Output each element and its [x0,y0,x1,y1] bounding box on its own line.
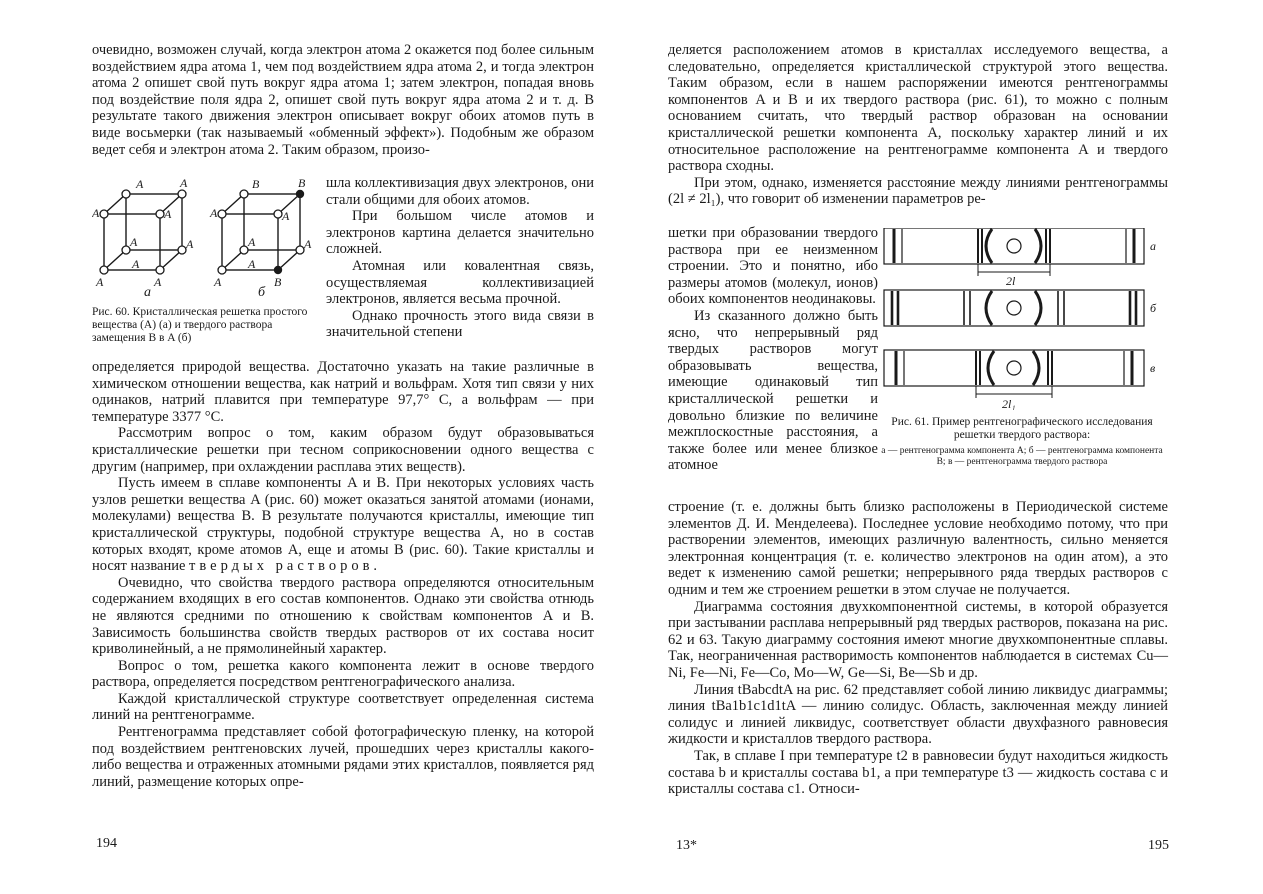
atom-label: A [248,257,256,271]
atom-label: A [214,275,222,289]
text-block: Однако прочность этого вида связи в значительной степени [326,307,594,341]
text-block: Линия tBabcdtA на рис. 62 представляет собой линию ликвидус диаграммы; линия tBa1b1c1d1tA — линию солидус. Область, заключенная между линией солидус и линией ликвидус, соответствует области двухфазного равновесия жидкости и кристаллов твердого раствора. [668,681,1168,748]
text-block: Вопрос о том, решетка какого компонента лежит в основе твердого раствора, определяется посредством рентгенографического анализа. [92,657,594,691]
atom-label: A [154,275,162,289]
atom-label: A [248,235,256,249]
figure-60-label-b: б [258,285,266,300]
text-block: Очевидно, что свойства твердого раствора определяются относительным содержанием входящих в его состав компонентов. Однако эти свойства отнюдь не являются средними по отношению к свойствам компонентов A и B. Зависимость большинства свойств твердых растворов от их состава носит криволинейный, а не прямолинейный характер. [92,574,594,658]
atom-label: B [298,178,306,190]
text-block: определяется природой вещества. Достаточно указать на такие различные в химическом отношении вещества, как натрий и вольфрам. Хотя тип связи у них одинаков, натрий плавится при температуре 97,7° C, а вольфрам — при температуре 3377 °C. [92,359,594,425]
dimension-2l1: 2l₁ [1002,397,1016,410]
text-block: очевидно, возможен случай, когда электрон атома 2 окажется под более сильным воздействием ядра атома 1, чем под воздействием ядра атома 2, и тогда электрон атома 2 опишет свой путь вокруг ядра атома 1; затем электрон, попадая вновь под воздействие поля ядра 2, опишет свой путь вокруг ядра атома 2 и т. д. В результате такого движения электрон описывает вокруг обоих атомов путь в виде восьмерки (так называемый «обменный эффект»). Подобным же образом ведет себя и электрон атома 2. Таким образом, произо- [92,42,594,158]
dimension-2l: 2l [1006,274,1016,288]
page-number-left: 194 [96,836,117,851]
text-block: Пусть имеем в сплаве компоненты A и B. При некоторых условиях часть узлов решетки вещества A (рис. 60) может оказаться занятой атомами (ионами, молекулами) вещества B. В результате получаются кристаллы, имеющие тип кристаллической структуры, подобной структуре вещества A, но в состав которых входят, кроме атомов A, еще и атомы B (рис. 60). Такие кристаллы и носят название твердых растворов. [92,475,594,575]
spaced-term: твердых растворов. [189,558,382,575]
figure-60-label-a: а [144,285,151,300]
text-block: При большом числе атомов и электронов картина делается значительно сложней. [326,208,594,258]
text-block: строение (т. е. должны быть близко расположены в Периодической системе элементов Д. И. Менделеева). Последнее условие необходимо потому, что при растворении элементов, имеющих различную валентность, сильно меняется электронная концентрация (т. е. количество электронов на один атом), а это ведет к изменению самой решетки; непрерывного ряда твердых растворов с одним и тем же строением решетки в этом случае не получается. [668,499,1168,598]
right-narrow-column [668,225,878,474]
text-block: Рентгенограмма представляет собой фотографическую пленку, на которой под воздействием рентгеновских лучей, прошедших через кристаллы какого-либо вещества и отраженных атомными рядами этих кристаллов, появляется ряд линий, размещение которых опре- [92,724,594,790]
figure-61-legend: а — рентгенограмма компонента A; б — рентгенограмма компонента B; в — рентгенограмма твердого раствора [881,446,1163,467]
figure-60-caption: Рис. 60. Кристаллическая решетка простого вещества (A) (а) и твердого раствора замещения B в A (б) [92,306,308,344]
atom-label: A [210,206,218,220]
atom-label: A [136,178,144,191]
page-number-right: 195 [1148,838,1169,853]
strip-label-b: б [1150,301,1157,315]
atom-label: A [132,257,140,271]
left-main-column [92,359,594,790]
strip-label-a: а [1150,239,1156,253]
atom-label: A [130,235,138,249]
text-block: шла коллективизация двух электронов, они стали общими для обоих атомов. [326,175,594,208]
figure-61-caption: Рис. 61. Пример рентгенографического исследования решетки твердого раствора: [891,416,1153,441]
atom-label: A [186,237,194,251]
text-block: шетки при образовании твердого раствора при ее неизменном строении. Это и понятно, ибо размеры атомов (молекул, ионов) обоих компонентов неодинаковы. [668,225,878,308]
text-block: Каждой кристаллической структуре соответствует определенная система линий на рентгенограмме. [92,690,594,724]
left-page [0,0,631,894]
signature-mark: 13* [676,838,697,853]
right-main-column [668,499,1168,798]
atom-label: A [282,209,290,223]
right-page [632,0,1263,894]
left-side-column [326,175,594,341]
text-block: Рассмотрим вопрос о том, каким образом будут образовываться кристаллические решетки при тесном соприкосновении одного вещества с другим (например, при охлаждении расплава этих веществ). [92,425,594,475]
text-block: Диаграмма состояния двухкомпонентной системы, в которой образуется при застывании расплава непрерывный ряд твердых растворов, показана на рис. 62 и 63. Такую диаграмму состояния имеют многие двухкомпонентные сплавы. Так, неограниченная растворимость компонентов наблюдается в системах Cu—Ni, Fe—Ni, Fe—Co, Mo—W, Ge—Si, Be—Sb и др. [668,598,1168,681]
figure-61-xray-patterns [880,228,1166,410]
atom-label: A [92,206,100,220]
atom-label: A [96,275,104,289]
text-block: Из сказанного должно быть ясно, что непрерывный ряд твердых растворов могут образовывать вещества, имеющие одинаковый тип кристаллической решетки и довольно близкие по величине межплоскостные расстояния, а также более или менее близкое атомное [668,307,878,474]
text-block: Так, в сплаве I при температуре t2 в равновесии будут находиться жидкость состава b и кристаллы состава b1, а при температуре t3 — жидкость состава c и кристаллы состава c1. Относи- [668,747,1168,798]
strip-label-c: в [1150,361,1156,375]
atom-label: A [304,237,312,251]
atom-label: A [180,178,188,190]
atom-label: B [252,178,260,191]
atom-label: A [164,207,172,221]
figure-60-crystal-lattices [92,178,320,300]
text-block: Атомная или ковалентная связь, осуществляемая коллективизацией электронов, является весьма прочной. [326,257,594,308]
left-top-paragraph [92,42,594,158]
right-top-paragraph [668,42,1168,208]
text-block: При этом, однако, изменяется расстояние между линиями рентгенограммы (2l ≠ 2l₁), что говорит об изменении параметров ре- [668,174,1168,208]
text-block: деляется расположением атомов в кристаллах исследуемого вещества, а следовательно, определяется кристаллической структурой этого вещества. Таким образом, если в нашем распоряжении имеются рентгенограммы компонентов A и B и их твердого раствора (рис. 61), то можно с полным основанием считать, что твердый раствор образован на основании кристаллической решетки компонента A, поскольку характер линий и их относительное расположение на рентгенограмме компонента A и твердого раствора сходны. [668,42,1168,175]
atom-label: B [274,275,282,289]
